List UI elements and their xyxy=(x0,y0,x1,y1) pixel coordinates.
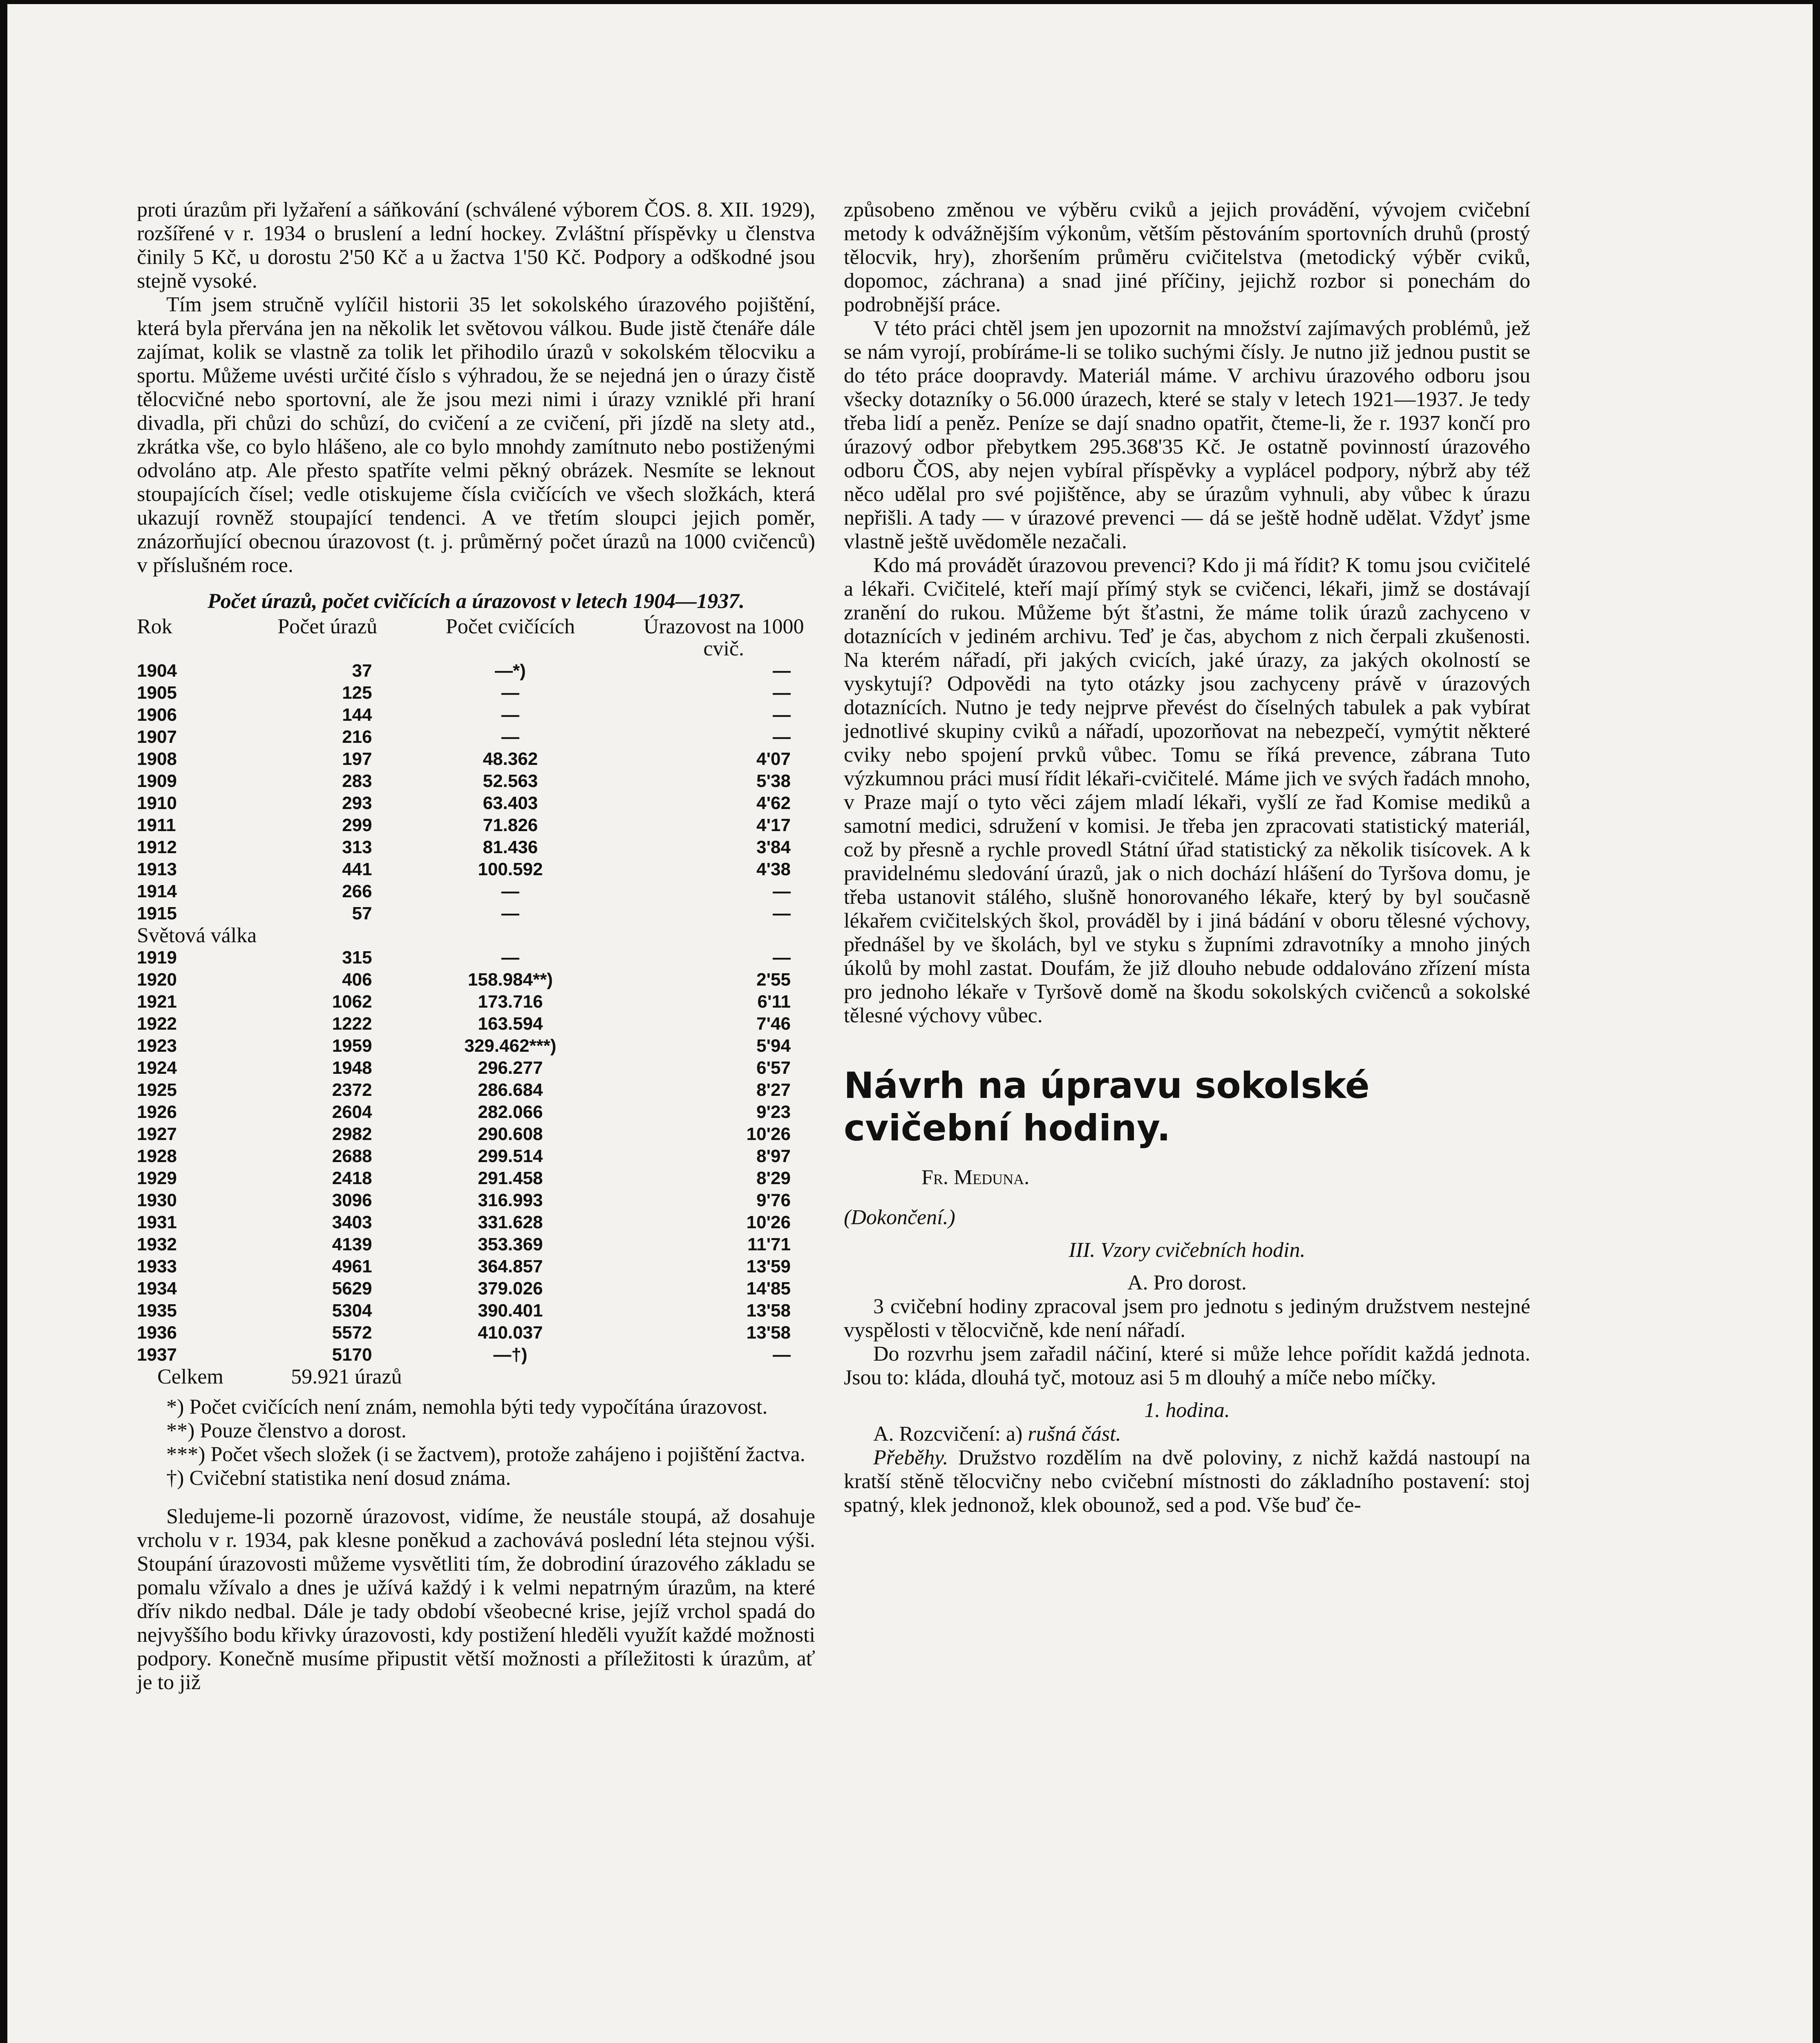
cell-year: 1920 xyxy=(137,970,177,990)
cell-year: 1911 xyxy=(137,815,176,835)
cell-exercisers: 353.369 xyxy=(478,1234,543,1254)
cell-exercisers: —†) xyxy=(493,1345,528,1365)
header-injuries: Počet úrazů xyxy=(277,615,378,638)
cell-rate: 5'38 xyxy=(756,771,791,791)
table-row xyxy=(137,947,815,969)
table-row xyxy=(137,1256,815,1278)
paragraph-hours-intro: 3 cvičební hodiny zpracoval jsem pro jednotu s jediným družstvem nestejné vyspělosti v tělocvičně, kde není nářadí. xyxy=(844,1295,1530,1342)
cell-injuries: 1062 xyxy=(332,992,372,1012)
cell-exercisers: 173.716 xyxy=(478,992,543,1012)
section-heading-iii: III. Vzory cvičebních hodin. xyxy=(1069,1238,1306,1262)
cell-year: 1909 xyxy=(137,771,177,791)
cell-rate: 13'58 xyxy=(746,1301,791,1321)
cell-injuries: 216 xyxy=(342,727,372,747)
cell-injuries: 441 xyxy=(342,859,372,879)
cell-year: 1936 xyxy=(137,1323,177,1343)
cell-injuries: 2372 xyxy=(332,1080,372,1100)
cell-injuries: 5304 xyxy=(332,1301,372,1321)
total-value: 59.921 úrazů xyxy=(291,1365,402,1388)
author-last-name: Meduna. xyxy=(953,1166,1030,1189)
cell-year: 1925 xyxy=(137,1080,177,1100)
cell-exercisers: 282.066 xyxy=(478,1102,543,1122)
cell-exercisers: 163.594 xyxy=(478,1014,543,1034)
table-row xyxy=(137,836,815,858)
cell-injuries: 5629 xyxy=(332,1279,372,1299)
paragraph-runs xyxy=(844,1446,1530,1517)
cell-rate: 13'59 xyxy=(746,1256,791,1276)
cell-exercisers: 291.458 xyxy=(478,1168,543,1188)
table-header-row xyxy=(137,616,815,660)
cell-year: 1937 xyxy=(137,1345,177,1365)
table-row xyxy=(137,1344,815,1366)
cell-exercisers: 52.563 xyxy=(483,771,538,791)
table-row xyxy=(137,1278,815,1300)
paragraph-injury-trend: Sledujeme-li pozorně úrazovost, vidíme, že neustále stoupá, až dosahuje vrcholu v r. 1934, pak klesne poněkud a zachovává poslední léta stejnou výši. Stoupání úrazovosti můžeme vysvětliti tím, že dobrodiní úrazového základu se pomalu vžívalo a dnes je užívá každý i k velmi nepatrným úrazům, na které dřív nikdo nedbal. Dále je tady období všeobecné krise, jejíž vrchol spadá do nejvyššího bodu křivky úrazovosti, kdy postižení hleděli využít každé možnosti podpory. Konečně musíme připustit větší možnosti a příležitosti k úrazům, ať je to již xyxy=(137,1505,815,1694)
paragraph-causes: způsobeno změnou ve výběru cviků a jejich provádění, vývojem cvičební metody k odvážnějším výkonům, větším pěstováním sportovních druhů (prostý tělocvik, hry), zhoršením průměru cvičitelstva (metodický výběr cviků, dopomoc, záchrana) a snad jiné příčiny, jejichž rozbor si ponechám do podrobnější práce. xyxy=(844,198,1530,316)
cell-rate: 10'26 xyxy=(746,1212,791,1232)
cell-rate: — xyxy=(773,661,791,681)
cell-exercisers: 331.628 xyxy=(478,1212,543,1232)
section-heading-a: A. Pro dorost. xyxy=(1127,1271,1247,1294)
cell-year: 1908 xyxy=(137,749,177,769)
scan-border-right xyxy=(1813,0,1820,2043)
table-row xyxy=(137,1300,815,1322)
cell-rate: 6'11 xyxy=(757,992,791,1012)
cell-injuries: 37 xyxy=(352,661,372,681)
cell-rate: 8'97 xyxy=(756,1146,791,1166)
cell-year: 1906 xyxy=(137,705,177,725)
cell-rate: — xyxy=(773,903,791,923)
header-exercisers: Počet cvičících xyxy=(445,615,575,638)
cell-year: 1932 xyxy=(137,1234,177,1254)
cell-injuries: 266 xyxy=(342,881,372,901)
cell-injuries: 315 xyxy=(342,948,372,968)
table-row xyxy=(137,1079,815,1101)
cell-exercisers: 71.826 xyxy=(483,815,538,835)
total-label: Celkem xyxy=(157,1365,224,1388)
table-row xyxy=(137,1234,815,1256)
cell-year: 1915 xyxy=(137,903,177,923)
table-row xyxy=(137,903,815,925)
cell-year: 1907 xyxy=(137,727,177,747)
cell-injuries: 4961 xyxy=(332,1256,372,1276)
cell-year: 1926 xyxy=(137,1102,177,1122)
hour-one-heading: 1. hodina. xyxy=(1144,1399,1230,1422)
footnote-3: ***) Počet všech složek (i se žactvem), protože zahájeno i pojištění žactva. xyxy=(166,1443,805,1466)
cell-exercisers: 81.436 xyxy=(483,837,538,857)
cell-rate: 8'27 xyxy=(756,1080,791,1100)
cell-year: 1919 xyxy=(137,948,177,968)
cell-exercisers: 290.608 xyxy=(478,1124,543,1144)
table-body-prewar xyxy=(137,660,815,925)
cell-exercisers: 63.403 xyxy=(483,793,538,813)
table-row xyxy=(137,991,815,1013)
cell-rate: 9'23 xyxy=(756,1102,791,1122)
cell-rate: 14'85 xyxy=(746,1279,791,1299)
cell-injuries: 57 xyxy=(352,903,372,923)
cell-exercisers: — xyxy=(501,683,519,703)
cell-year: 1931 xyxy=(137,1212,177,1232)
cell-injuries: 2418 xyxy=(332,1168,372,1188)
table-row xyxy=(137,1167,815,1189)
war-label: Světová válka xyxy=(137,924,257,947)
injury-statistics-table xyxy=(137,616,815,1388)
table-row xyxy=(137,1057,815,1079)
cell-exercisers: 410.037 xyxy=(478,1323,543,1343)
cell-exercisers: —*) xyxy=(495,661,526,681)
cell-injuries: 3096 xyxy=(332,1190,372,1210)
cell-injuries: 283 xyxy=(342,771,372,791)
table-row xyxy=(137,1101,815,1123)
cell-rate: — xyxy=(773,881,791,901)
article-title: Návrh na úpravu sokolské cvičební hodiny. xyxy=(844,1064,1370,1149)
warmup-line: A. Rozcvičení: a) rušná část. xyxy=(873,1422,1121,1446)
cell-year: 1927 xyxy=(137,1124,177,1144)
cell-injuries: 1222 xyxy=(332,1014,372,1034)
runs-label: Přeběhy. xyxy=(873,1446,948,1469)
cell-injuries: 3403 xyxy=(332,1212,372,1232)
cell-rate: 3'84 xyxy=(756,837,791,857)
cell-year: 1913 xyxy=(137,859,177,879)
cell-injuries: 1948 xyxy=(332,1058,372,1078)
table-row xyxy=(137,682,815,704)
paragraph-prevention: Kdo má provádět úrazovou prevenci? Kdo ji má řídit? K tomu jsou cvičitelé a lékaři. Cvičitelé, kteří mají přímý styk se cvičenci, lékaři, jimž se dostávají zranění do rukou. Můžeme být šťastni, že máme tolik úrazů zachyceno v dotaznících v jediném archivu. Teď je čas, abychom z nich čerpali zkušenosti. Na kterém nářadí, při jakých cvicích, jaké úrazy, za jakých okolností se vyskytují? Odpovědi na tyto otázky jsou zachyceny právě v úrazových dotaznících. Nutno je tedy nejprve převést do číselných tabulek a pak vybírat jednotlivé skupiny cviků a nářadí, upozorňovat na nebezpečí, vymýtit některé cviky nebo spojení prvků vůbec. Tomu se říká prevence, zábrana Tuto výzkumnou práci musí řídit lékaři-cvičitelé. Máme jich ve svých řadách mnoho, v Praze mají o tyto věci zájem mladí lékaři, vyšlí ze řad Komise mediků a samotní medici, sdružení v komisi. Je třeba jen zpracovati statistický materiál, což by přesně a rychle provedl Státní úřad statistický za několik tisícovek. A k pravidelnému sledování úrazů, jak o nich dochází hlášení do Tyršova domu, je třeba ustanovit stálého, slušně honorovaného lékaře, který by byl současně lékařem cvičitelských škol, prováděl by i jiná bádání v oboru tělesné výchovy, přednášel by ve školách, byl ve styku s župními zdravotníky a mnoho jiných úkolů by mohl zastat. Doufám, že již dlouho nebude oddalováno zřízení místa pro jednoho lékaře v Tyršově domě na škodu sokolských cvičenců a sokolské tělesné výchovy vůbec. xyxy=(844,554,1530,1027)
table-caption: Počet úrazů, počet cvičících a úrazovost v letech 1904—1937. xyxy=(207,590,745,613)
cell-injuries: 4139 xyxy=(332,1234,372,1254)
cell-exercisers: 158.984**) xyxy=(467,970,553,990)
cell-exercisers: — xyxy=(501,727,519,747)
left-column xyxy=(137,198,815,1694)
cell-injuries: 144 xyxy=(342,705,372,725)
cell-year: 1934 xyxy=(137,1279,177,1299)
total-row xyxy=(137,1366,815,1388)
cell-year: 1921 xyxy=(137,992,177,1012)
cell-rate: 5'94 xyxy=(756,1036,791,1056)
table-row xyxy=(137,1035,815,1057)
cell-year: 1910 xyxy=(137,793,177,813)
cell-injuries: 293 xyxy=(342,793,372,813)
cell-year: 1912 xyxy=(137,837,177,857)
cell-year: 1933 xyxy=(137,1256,177,1276)
runs-text: Družstvo rozdělím na dvě poloviny, z nichž každá nastoupí na kratší stěně tělocvičny nebo cvičební místnosti do základního postavení: stoj spatný, klek jednonož, klek obounož, sed a pod. Vše buď če- xyxy=(844,1446,1530,1517)
cell-injuries: 125 xyxy=(342,683,372,703)
cell-rate: 4'17 xyxy=(756,815,791,835)
cell-injuries: 2604 xyxy=(332,1102,372,1122)
cell-rate: 4'38 xyxy=(756,859,791,879)
cell-exercisers: 390.401 xyxy=(478,1301,543,1321)
cell-rate: 7'46 xyxy=(756,1014,791,1034)
footnote-2: **) Pouze členstvo a dorost. xyxy=(166,1419,407,1442)
paragraph-insurance-history: proti úrazům při lyžaření a sáňkování (schválené výborem ČOS. 8. XII. 1929), rozšířené v r. 1934 o bruslení a lední hockey. Zvláštní příspěvky u členstva činily 5 Kč, u dorostu 2'50 Kč a u žactva 1'50 Kč. Podpory a odškodné jsou stejně vysoké. xyxy=(137,198,815,293)
paragraph-equipment: Do rozvrhu jsem zařadil náčiní, které si může lehce pořídit každá jednota. Jsou to: kláda, dlouhá tyč, motouz asi 5 m dlouhý a míče nebo míčky. xyxy=(844,1342,1530,1389)
table-row xyxy=(137,1145,815,1167)
cell-year: 1922 xyxy=(137,1014,177,1034)
cell-rate: 11'71 xyxy=(747,1234,791,1254)
cell-exercisers: — xyxy=(501,903,519,923)
header-year: Rok xyxy=(137,615,172,638)
continued-note: (Dokončení.) xyxy=(844,1206,955,1229)
table-body-postwar xyxy=(137,947,815,1366)
cell-exercisers: 379.026 xyxy=(478,1279,543,1299)
table-row xyxy=(137,748,815,770)
cell-exercisers: — xyxy=(501,881,519,901)
cell-injuries: 1959 xyxy=(332,1036,372,1056)
author-first-name: Fr. xyxy=(921,1166,948,1189)
table-row xyxy=(137,770,815,792)
cell-injuries: 5572 xyxy=(332,1323,372,1343)
table-row xyxy=(137,1322,815,1344)
cell-rate: 6'57 xyxy=(756,1058,791,1078)
table-row xyxy=(137,1123,815,1145)
cell-exercisers: 364.857 xyxy=(478,1256,543,1276)
cell-injuries: 2982 xyxy=(332,1124,372,1144)
cell-year: 1905 xyxy=(137,683,177,703)
paragraph-problems: V této práci chtěl jsem jen upozornit na množství zajímavých problémů, jež se nám vyrojí, probíráme-li se toliko suchými čísly. Je nutno již jednou pustit se do této práce doopravdy. Materiál máme. V archivu úrazového odboru jsou všecky dotazníky o 56.000 úrazech, které se staly v letech 1921—1937. Je tedy třeba lidí a peněz. Peníze se dají snadno opatřit, čteme-li, že r. 1937 končí pro úrazový odbor přebytkem 295.368'35 Kč. Je ostatně povinností úrazového odboru ČOS, aby nejen vybíral příspěvky a vyplácel podpory, nýbrž aby též něco udělal pro své pojištěnce, aby se úrazům vyhnuli, aby vůbec k úrazu nepřišli. A tady — v úrazové prevenci — dá se ještě hodně udělat. Vždyť jsme vlastně ještě uvědoměle nezačali. xyxy=(844,317,1530,553)
cell-rate: — xyxy=(773,683,791,703)
cell-rate: 13'58 xyxy=(746,1323,791,1343)
cell-injuries: 313 xyxy=(342,837,372,857)
cell-exercisers: 48.362 xyxy=(483,749,538,769)
table-row xyxy=(137,1013,815,1035)
table-row xyxy=(137,1211,815,1234)
scan-border-top xyxy=(0,0,1820,4)
cell-exercisers: 316.993 xyxy=(478,1190,543,1210)
cell-rate: 4'62 xyxy=(756,793,791,813)
cell-exercisers: — xyxy=(501,705,519,725)
cell-year: 1914 xyxy=(137,881,177,901)
header-injury-rate: Úrazovost na 1000 cvič. xyxy=(643,615,804,660)
table-row xyxy=(137,704,815,726)
cell-rate: 8'29 xyxy=(756,1168,791,1188)
table-row xyxy=(137,881,815,903)
cell-rate: — xyxy=(773,948,791,968)
cell-rate: — xyxy=(773,1345,791,1365)
table-row xyxy=(137,858,815,881)
cell-exercisers: 299.514 xyxy=(478,1146,543,1166)
cell-injuries: 197 xyxy=(342,749,372,769)
cell-rate: — xyxy=(773,705,791,725)
table-row xyxy=(137,814,815,836)
cell-rate: 4'07 xyxy=(756,749,791,769)
right-column xyxy=(844,198,1530,1517)
table-row xyxy=(137,792,815,814)
article-byline xyxy=(921,1166,1530,1189)
cell-exercisers: 100.592 xyxy=(478,859,543,879)
cell-exercisers: — xyxy=(501,948,519,968)
cell-injuries: 5170 xyxy=(332,1345,372,1365)
cell-year: 1929 xyxy=(137,1168,177,1188)
paragraph-injury-summary: Tím jsem stručně vylíčil historii 35 let sokolského úrazového pojištění, která byla přervána jen na několik let světovou válkou. Bude jistě čtenáře dále zajímat, kolik se vlastně za tolik let přihodilo úrazů v sokolském tělocviku a sportu. Můžeme uvésti určité číslo s výhradou, že se nejedná jen o úrazy čistě tělocvičné nebo sportovní, ale že jsou mezi nimi i úrazy vzniklé při hraní divadla, při chůzi do schůzí, do cvičení a ze cvičení, při jízdě na slety atd., zkrátka vše, co bylo hlášeno, ale co bylo mnohdy zamítnuto nebo postiženými odvoláno atp. Ale přesto spatříte velmi pěkný obrázek. Nesmíte se leknout stoupajících čísel; vedle otiskujeme čísla cvičících ve všech složkách, která ukazují rovněž stoupající tendenci. A ve třetím sloupci jejich poměr, znázorňující obecnou úrazovost (t. j. průměrný počet úrazů na 1000 cvičenců) v příslušném roce. xyxy=(137,293,815,577)
cell-exercisers: 296.277 xyxy=(478,1058,543,1078)
cell-exercisers: 286.684 xyxy=(478,1080,543,1100)
cell-year: 1928 xyxy=(137,1146,177,1166)
cell-rate: 2'55 xyxy=(756,970,791,990)
cell-exercisers: 329.462***) xyxy=(464,1036,557,1056)
table-footnotes xyxy=(137,1395,815,1490)
cell-year: 1923 xyxy=(137,1036,177,1056)
war-row xyxy=(137,925,815,947)
cell-year: 1930 xyxy=(137,1190,177,1210)
cell-injuries: 299 xyxy=(342,815,372,835)
cell-injuries: 406 xyxy=(342,970,372,990)
cell-year: 1904 xyxy=(137,661,177,681)
table-row xyxy=(137,969,815,991)
footnote-1: *) Počet cvičících není znám, nemohla býti tedy vypočítána úrazovost. xyxy=(166,1395,768,1419)
cell-year: 1924 xyxy=(137,1058,177,1078)
cell-year: 1935 xyxy=(137,1301,177,1321)
cell-rate: — xyxy=(773,727,791,747)
scan-border-left xyxy=(0,0,7,2043)
table-row xyxy=(137,1189,815,1211)
cell-injuries: 2688 xyxy=(332,1146,372,1166)
table-row xyxy=(137,660,815,682)
cell-rate: 10'26 xyxy=(746,1124,791,1144)
cell-rate: 9'76 xyxy=(756,1190,791,1210)
table-row xyxy=(137,726,815,748)
footnote-4: †) Cvičební statistika není dosud známa. xyxy=(166,1466,511,1490)
